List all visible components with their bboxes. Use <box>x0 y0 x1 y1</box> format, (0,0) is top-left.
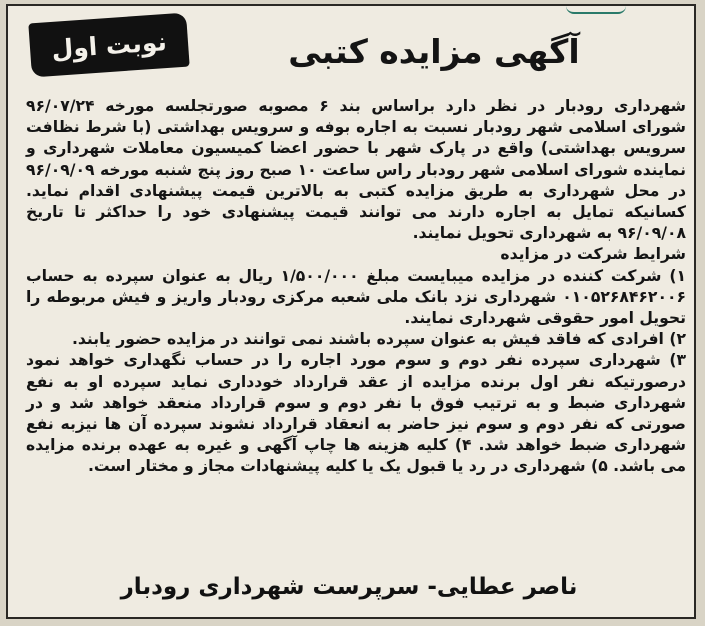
condition-item: ۱) شرکت کننده در مزایده میبایست مبلغ ۱/۵۰۰/۰۰۰ ریال به عنوان سپرده به حساب ۰۱۰۵۲۶۸۴۶۲۰۰۶ شهرداری نزد بانک ملی شعبه مرکزی رودبار واریز و فیش مربوطه را تحویل امور حقوقی شهرداری نمایند. <box>26 266 687 328</box>
notice-body <box>26 96 686 478</box>
notice-frame <box>6 4 696 619</box>
notice-title: آگهی مزایده کتبی <box>288 32 580 71</box>
top-pen-mark <box>566 6 626 14</box>
condition-item: ۳) شهرداری سپرده نفر دوم و سوم مورد اجاره را در حساب نگهداری خواهد نمود درصورتیکه نفر اول برنده مزایده از عقد قرارداد خودداری نماید سپرده او به نفع شهرداری ضبط و به ترتیب فوق با نفر دوم و سوم قرارداد منعقد خواهد شد و در صورتی که نفر دوم و سوم نیز حاضر به انعقاد قرارداد نشوند سپرده آن ها نیزبه نفع شهرداری ضبط خواهد شد. ۴) کلیه هزینه ها چاپ آگهی و غیره به عهده برنده مزایده می باشد. ۵) شهرداری در رد یا قبول یک یا کلیه پیشنهادات مجاز و مختار است. <box>26 351 686 476</box>
signature-line: ناصر عطایی- سرپرست شهرداری رودبار <box>120 574 578 600</box>
conditions-heading: شرایط شرکت در مزایده <box>500 245 686 264</box>
publication-badge-label: نوبت اول <box>50 26 168 64</box>
condition-item: ۲) افرادی که فاقد فیش به عنوان سپرده باشند نمی توانند در مزایده حضور یابند. <box>71 330 686 349</box>
publication-badge <box>28 13 189 78</box>
intro-paragraph: شهرداری رودبار در نظر دارد براساس بند ۶ مصوبه صورتجلسه مورخه ۹۶/۰۷/۲۴ شورای اسلامی شهر رودبار نسبت به اجاره بوفه و سرویس بهداشتی (با شرط نظافت سرویس بهداشتی) واقع در پارک شهر با حضور اعضا کمیسیون معاملات شهرداری و نماینده شورای اسلامی شهر رودبار راس ساعت ۱۰ صبح روز پنج شنبه مورخه ۹۶/۰۹/۰۹ در محل شهرداری به طریق مزایده کتبی به بالاترین قیمت پیشنهادی اقدام نماید. کسانیکه تمایل به اجاره دارند می توانند قیمت پیشنهادی خود را حداکثر تا تاریخ ۹۶/۰۹/۰۸ به شهرداری تحویل نمایند. <box>26 97 686 243</box>
